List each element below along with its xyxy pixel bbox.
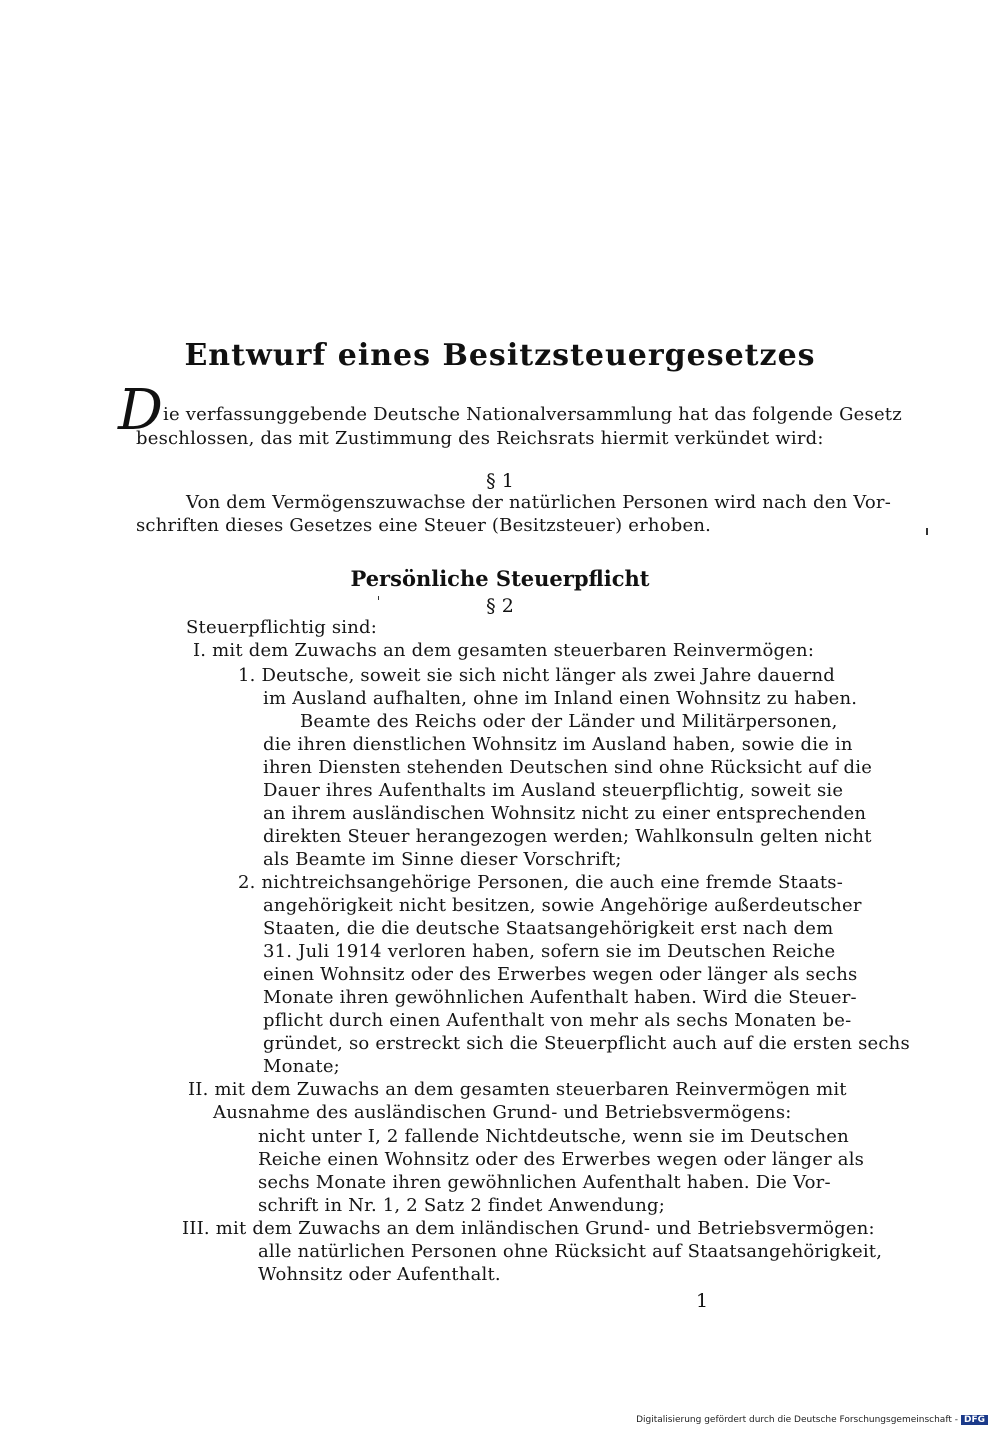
section-2-sign: § 2 xyxy=(486,595,514,617)
document-title: Entwurf eines Besitzsteuergesetzes xyxy=(184,338,816,373)
clause-II-line-6: schrift in Nr. 1, 2 Satz 2 findet Anwendung; xyxy=(258,1195,666,1216)
item-2-line-6: Monate ihren gewöhnlichen Aufenthalt haben. Wird die Steuer- xyxy=(263,987,857,1008)
section-1-line-1: Von dem Vermögenszuwachse der natürlichen Personen wird nach den Vor- xyxy=(186,492,891,513)
clause-III-line-2: alle natürlichen Personen ohne Rücksicht auf Staatsangehörigkeit, xyxy=(258,1241,883,1262)
item-1-line-7: an ihrem ausländischen Wohnsitz nicht zu einer entsprechenden xyxy=(263,803,867,824)
item-2-line-9: Monate; xyxy=(263,1056,340,1077)
item-2-line-7: pflicht durch einen Aufenthalt von mehr als sechs Monaten be- xyxy=(263,1010,852,1031)
item-2-line-2: angehörigkeit nicht besitzen, sowie Angehörige außerdeutscher xyxy=(263,895,862,916)
clause-II-line-1: II. mit dem Zuwachs an dem gesamten steuerbaren Reinvermögen mit xyxy=(188,1079,847,1100)
page-number: 1 xyxy=(696,1290,709,1312)
preamble-dropcap: D xyxy=(118,378,163,443)
preamble-line-1: ie verfassunggebende Deutsche Nationalversammlung hat das folgende Gesetz xyxy=(163,404,902,425)
preamble-line-2: beschlossen, das mit Zustimmung des Reichsrats hiermit verkündet wird: xyxy=(136,428,824,449)
item-1-line-4: die ihren dienstlichen Wohnsitz im Ausland haben, sowie die in xyxy=(263,734,853,755)
clause-I-line-1: I. mit dem Zuwachs an dem gesamten steuerbaren Reinvermögen: xyxy=(193,640,815,661)
clause-II-line-2: Ausnahme des ausländischen Grund- und Betriebsvermögens: xyxy=(213,1102,792,1123)
item-2-line-8: gründet, so erstreckt sich die Steuerpflicht auch auf die ersten sechs xyxy=(263,1033,910,1054)
section-1-line-2: schriften dieses Gesetzes eine Steuer (Besitzsteuer) erhoben. xyxy=(136,515,712,536)
section-2-intro: Steuerpflichtig sind: xyxy=(186,617,378,638)
dfg-logo: DFG xyxy=(961,1415,988,1425)
section-heading-personal: Persönliche Steuerpflicht xyxy=(350,566,650,591)
item-1-line-1: 1. Deutsche, soweit sie sich nicht länger als zwei Jahre dauernd xyxy=(238,665,835,686)
margin-mark xyxy=(926,528,928,535)
clause-II-line-3: nicht unter I, 2 fallende Nichtdeutsche, wenn sie im Deutschen xyxy=(258,1126,849,1147)
item-2-line-3: Staaten, die die deutsche Staatsangehörigkeit erst nach dem xyxy=(263,918,834,939)
item-1-line-2: im Ausland aufhalten, ohne im Inland einen Wohnsitz zu haben. xyxy=(263,688,858,709)
footer-credit xyxy=(636,1415,988,1425)
item-2-line-5: einen Wohnsitz oder des Erwerbes wegen oder länger als sechs xyxy=(263,964,858,985)
clause-II-line-4: Reiche einen Wohnsitz oder des Erwerbes wegen oder länger als xyxy=(258,1149,865,1170)
item-2-line-4: 31. Juli 1914 verloren haben, sofern sie im Deutschen Reiche xyxy=(263,941,836,962)
section-1-sign: § 1 xyxy=(486,470,514,492)
item-1-line-3: Beamte des Reichs oder der Länder und Militärpersonen, xyxy=(300,711,838,732)
clause-II-line-5: sechs Monate ihren gewöhnlichen Aufenthalt haben. Die Vor- xyxy=(258,1172,831,1193)
item-1-line-6: Dauer ihres Aufenthalts im Ausland steuerpflichtig, soweit sie xyxy=(263,780,844,801)
clause-III-line-3: Wohnsitz oder Aufenthalt. xyxy=(258,1264,501,1285)
item-1-line-8: direkten Steuer herangezogen werden; Wahlkonsuln gelten nicht xyxy=(263,826,872,847)
item-1-line-5: ihren Diensten stehenden Deutschen sind ohne Rücksicht auf die xyxy=(263,757,873,778)
clause-III-line-1: III. mit dem Zuwachs an dem inländischen Grund- und Betriebsvermögen: xyxy=(182,1218,875,1239)
item-1-line-9: als Beamte im Sinne dieser Vorschrift; xyxy=(263,849,622,870)
footer-credit-text: Digitalisierung gefördert durch die Deutsche Forschungsgemeinschaft - xyxy=(636,1415,958,1425)
item-2-line-1: 2. nichtreichsangehörige Personen, die auch eine fremde Staats- xyxy=(238,872,843,893)
